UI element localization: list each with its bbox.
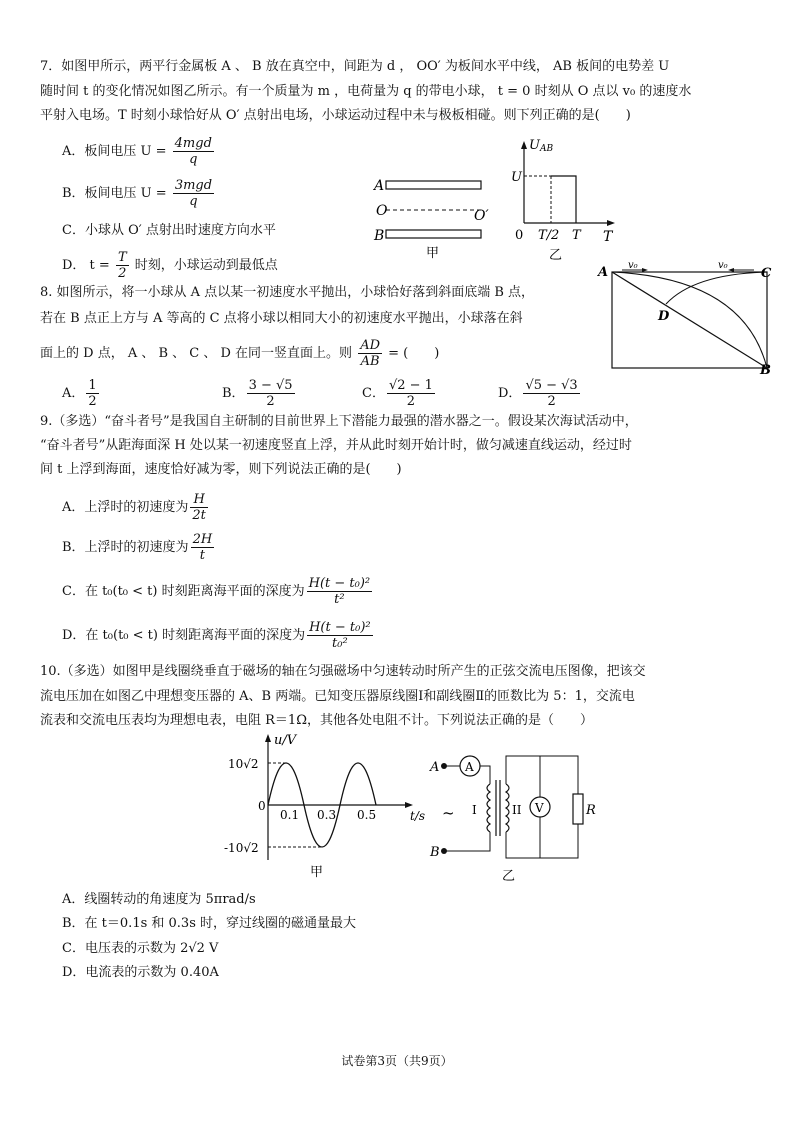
q10-stem-line-3: 流表和交流电压表均为理想电表，电阻 R＝1Ω，其他各处电阻不计。下列说法正确的是（ ） xyxy=(40,713,593,728)
q8-option-d-fraction: $\frac{√5 - √3}{2}$ xyxy=(525,378,578,409)
label-c: C xyxy=(761,266,772,281)
wire-secondary-top xyxy=(506,756,578,794)
x-label: T xyxy=(603,229,613,245)
q7-figure-voltage-graph xyxy=(505,135,625,265)
primary-coil xyxy=(487,784,490,832)
q9-option-d: D．在 t₀(t₀ < t) 时刻距离海平面的深度为 $\frac{\text{H(t − t₀)²}}{\text{t₀²}}$ xyxy=(62,620,371,651)
q7-option-b: B．板间电压 U = $\frac{\text{3mgd}}{q}$ xyxy=(62,178,213,209)
q9-stem-line-2: “奋斗者号”从距海面深 H 处以某一初速度竖直上浮，并从此时刻开始计时，做匀减速直线运动，经过时 xyxy=(40,438,632,453)
x-axis-arrow xyxy=(607,220,615,226)
q10-option-b: B．在 t＝0.1s 和 0.3s 时，穿过线圈的磁通量最大 xyxy=(62,916,356,931)
tick-t2: T/2 xyxy=(538,228,560,243)
q7-stem-line-3: 平射入电场。T 时刻小球恰好从 O′ 点射出电场，小球运动过程中未与极板相碰。则下列正确的是( ) xyxy=(40,108,631,123)
q8-option-a: A． $\frac{1}{2}$ xyxy=(62,378,97,409)
coil-2-label: II xyxy=(512,803,522,817)
x-axis-arrow xyxy=(405,802,413,808)
q9-stem-line-3: 间 t 上浮到海面，速度恰好减为零，则下列说法正确的是( ) xyxy=(40,462,402,477)
label-a: A xyxy=(598,265,609,280)
q8-option-d: D． $\frac{√5 - √3}{2}$ xyxy=(498,378,578,409)
q8-option-c-fraction: $\frac{√2 - 1}{2}$ xyxy=(388,378,433,409)
q10-figure-transformer-circuit xyxy=(428,748,600,888)
y-label: u/V xyxy=(274,733,297,748)
q8-figure-projectile xyxy=(594,258,780,378)
arrowhead-left xyxy=(642,268,648,272)
q10-option-c: C．电压表的示数为 2√2 V xyxy=(62,941,219,956)
tick-0-5: 0.5 xyxy=(357,808,377,822)
v0-right: v₀ xyxy=(718,260,728,271)
v0-left: v₀ xyxy=(628,260,638,271)
q7-option-d-fraction: $\frac{T}{2}$ xyxy=(117,250,127,281)
q8-option-a-fraction: $\frac{1}{2}$ xyxy=(88,378,97,409)
q7-option-d: D． t = $\frac{T}{2}$ 时刻，小球运动到最低点 xyxy=(62,250,278,281)
ac-symbol: ~ xyxy=(442,804,455,822)
origin-label: 0 xyxy=(258,799,266,813)
label-d: D xyxy=(658,309,670,324)
caption-jia: 甲 xyxy=(310,865,324,878)
q10-figure-sine-wave xyxy=(220,728,430,878)
q8-stem-line-1: 8. 如图所示，将一小球从 A 点以某一初速度水平抛出，小球恰好落到斜面底端 B 点， xyxy=(40,285,535,300)
tick-0-3: 0.3 xyxy=(317,808,337,822)
resistor xyxy=(573,794,583,824)
resistor-label: R xyxy=(586,803,596,818)
label-b: B xyxy=(374,228,385,244)
ammeter-label: A xyxy=(465,760,474,774)
caption-jia: 甲 xyxy=(426,246,440,260)
label-o-prime: O′ xyxy=(474,208,489,224)
q8-option-b: B． $\frac{3 - √5}{2}$ xyxy=(222,378,293,409)
plate-b xyxy=(386,230,481,238)
caption-yi: 乙 xyxy=(502,869,516,884)
page-footer: 试卷第3页（共9页） xyxy=(341,1054,453,1068)
tick-0-1: 0.1 xyxy=(280,808,300,822)
q7-option-c: C．小球从 O′ 点射出时速度方向水平 xyxy=(62,223,276,238)
q9-option-b-fraction: $\frac{2H}{t}$ xyxy=(192,532,213,563)
q8-stem-line-3: 面上的 D 点， A 、 B 、 C 、 D 在同一竖直面上。则 $\frac{AD}{AB}$ = ( ) xyxy=(40,338,440,369)
q7-stem-line-1: 7．如图甲所示，两平行金属板 A 、 B 放在真空中，间距为 d ， OO′ 为板间水平中线， AB 板间的电势差 U xyxy=(40,59,670,74)
voltmeter-label: V xyxy=(535,801,544,815)
q9-option-b: B．上浮时的初速度为 $\frac{2H}{t}$ xyxy=(62,532,213,563)
tick-t: T xyxy=(572,228,581,243)
label-a: A xyxy=(430,760,440,775)
q10-option-a: A．线圈转动的角速度为 5πrad/s xyxy=(62,892,256,907)
label-b: B xyxy=(430,845,440,860)
q7-stem-line-2: 随时间 t 的变化情况如图乙所示。有一个质量为 m ，电荷量为 q 的带电小球， t = 0 时刻从 O 点以 v₀ 的速度水 xyxy=(40,84,692,99)
q9-option-a-fraction: $\frac{H}{2t}$ xyxy=(192,492,206,523)
q7-option-b-fraction: $\frac{\text{3mgd}}{q}$ xyxy=(174,178,213,209)
y-max-label: 10√2 xyxy=(228,757,259,771)
q7-option-a: A．板间电压 U = $\frac{\text{4mgd}}{q}$ xyxy=(62,136,212,167)
label-a: A xyxy=(374,178,385,194)
q8-stem-line-2: 若在 B 点正上方与 A 等高的 C 点将小球以相同大小的初速度水平抛出，小球落在斜 xyxy=(40,311,523,326)
q8-option-b-fraction: $\frac{3 - √5}{2}$ xyxy=(248,378,293,409)
q9-option-c-fraction: $\frac{\text{H(t − t₀)²}}{\text{t²}}$ xyxy=(308,576,371,607)
q8-ratio-fraction: $\frac{AD}{AB}$ xyxy=(360,338,381,369)
tick-u: U xyxy=(511,170,522,185)
q9-option-d-fraction: $\frac{\text{H(t − t₀)²}}{\text{t₀²}}$ xyxy=(309,620,371,651)
q7-option-a-fraction: $\frac{\text{4mgd}}{q}$ xyxy=(174,136,212,167)
wire-primary-top xyxy=(480,766,490,784)
label-o: O xyxy=(376,203,388,219)
q10-option-d: D．电流表的示数为 0.40A xyxy=(62,965,219,980)
caption-yi: 乙 xyxy=(549,248,563,263)
y-axis-arrow xyxy=(521,141,527,149)
wire-primary-bottom xyxy=(444,832,490,851)
q9-option-a: A．上浮时的初速度为 $\frac{H}{2t}$ xyxy=(62,492,206,523)
arrowhead-right xyxy=(728,268,734,272)
x-label: t/s xyxy=(410,809,426,823)
q10-stem-line-2: 流电压加在如图乙中理想变压器的 A、B 两端。已知变压器原线圈Ⅰ和副线圈Ⅱ的匝数比为 5：1，交流电 xyxy=(40,689,635,704)
q10-stem-line-1: 10.（多选）如图甲是线圈绕垂直于磁场的轴在匀强磁场中匀速转动时所产生的正弦交流电压图像，把该交 xyxy=(40,664,646,679)
q9-option-c: C．在 t₀(t₀ < t) 时刻距离海平面的深度为 $\frac{\text{H(t − t₀)²}}{\text{t²}}$ xyxy=(62,576,371,607)
q7-figure-plates xyxy=(368,170,498,260)
label-b: B xyxy=(760,363,771,378)
q9-stem-line-1: 9.（多选）“奋斗者号”是我国自主研制的目前世界上下潜能力最强的潜水器之一。假设某次海试活动中， xyxy=(40,414,638,429)
voltage-pulse xyxy=(551,176,576,223)
secondary-coil xyxy=(506,784,509,832)
q8-option-c: C． $\frac{√2 - 1}{2}$ xyxy=(362,378,433,409)
y-min-label: -10√2 xyxy=(224,841,259,855)
y-axis-arrow xyxy=(265,734,271,742)
wire-secondary-bottom xyxy=(506,824,578,858)
plate-a xyxy=(386,181,481,189)
y-label: UAB xyxy=(529,138,554,154)
tick-0: 0 xyxy=(515,228,524,243)
coil-1-label: I xyxy=(472,803,477,817)
